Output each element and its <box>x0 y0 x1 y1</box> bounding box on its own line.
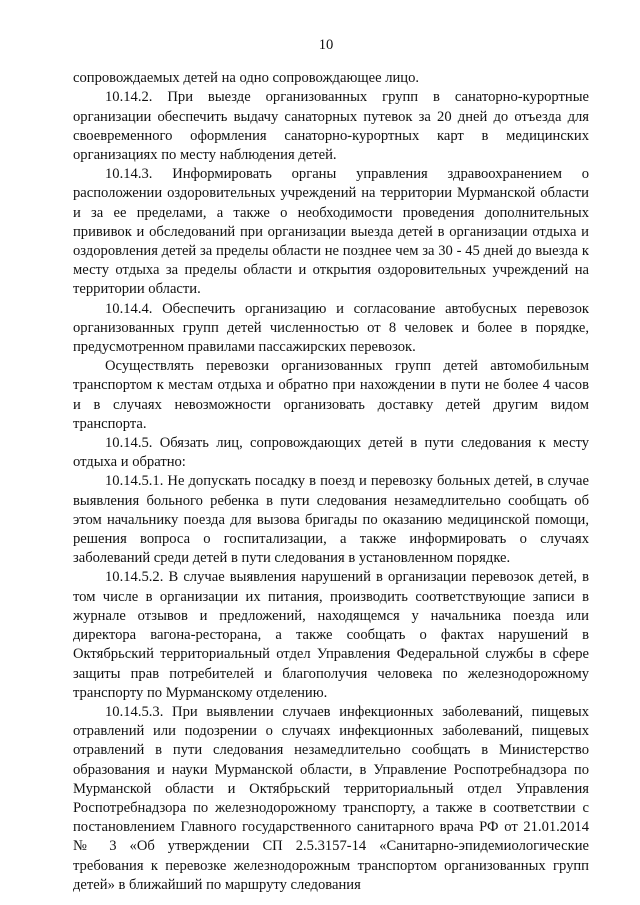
paragraph-continuation: сопровождаемых детей на одно сопровождающее лицо. <box>73 70 420 87</box>
paragraph-10-14-5-2: 10.14.5.2. В случае выявления нарушений в организации перевозок детей, в том числе в организации их питания, производить соответствующие записи в журнале отзывов и предложений, находящемся у начальника поезда или директора вагона-ресторана, а также сообщать о фактах нарушений в Октябрьский территориальный отдел Управления Федеральной службы в сфере защиты прав потребителей и благополучия человека по железнодорожному транспорту по Мурманскому отделению. <box>73 569 589 701</box>
page-number: 10 <box>318 37 334 53</box>
paragraph-10-14-4: 10.14.4. Обеспечить организацию и согласование автобусных перевозок организованных групп детей численностью от 8 человек и более в порядке, предусмотренном правилами пассажирских перевозок. <box>73 300 589 356</box>
paragraph-10-14-2: 10.14.2. При выезде организованных групп в санаторно-курортные организации обеспечить выдачу санаторных путевок за 20 дней до отъезда для своевременного оформления санаторно-курортных карт в медицинских организациях по месту наблюдения детей. <box>73 89 589 164</box>
paragraph-10-14-3: 10.14.3. Информировать органы управления здравоохранением о расположении оздоровительных учреждений на территории Мурманской области и за ее пределами, а также о необходимости проведения дополнительных прививок и обследований при организации выезда детей в организации отдыха и оздоровления детей за пределы области не позднее чем за 30 - 45 дней до выезда к месту отдыха за пределы области и открытия оздоровительных учреждений на территории области. <box>73 166 589 298</box>
document-body <box>73 69 589 895</box>
paragraph-10-14-5: 10.14.5. Обязать лиц, сопровождающих детей в пути следования к месту отдыха и обратно: <box>73 435 589 471</box>
paragraph-10-14-5-1: 10.14.5.1. Не допускать посадку в поезд и перевозку больных детей, в случае выявления больного ребенка в пути следования незамедлительно сообщать об этом начальнику поезда для вызова бригады по оказанию медицинской помощи, решения вопроса о госпитализации, а также информировать о случаях заболеваний среди детей в пути следования в установленном порядке. <box>73 473 589 567</box>
paragraph-bus-transport: Осуществлять перевозки организованных групп детей автомобильным транспортом к местам отдыха и обратно при нахождении в пути не более 4 часов и в случаях невозможности организовать доставку детей другим видом транспорта. <box>73 358 589 432</box>
paragraph-10-14-5-3: 10.14.5.3. При выявлении случаев инфекционных заболеваний, пищевых отравлений или подозрении о случаях инфекционных заболеваний, пищевых отравлений в пути следования незамедлительно сообщать в Министерство образования и науки Мурманской области, в Управление Роспотребнадзора по Мурманской области и Октябрьский территориальный отдел Управления Роспотребнадзора по железнодорожному транспорту, а также в соответствии с постановлением Главного государственного санитарного врача РФ от 21.01.2014 № 3 «Об утверждении СП 2.5.3157-14 «Санитарно-эпидемиологические требования к перевозке железнодорожным транспортом организованных групп детей» в ближайший по маршруту следования <box>73 703 589 893</box>
